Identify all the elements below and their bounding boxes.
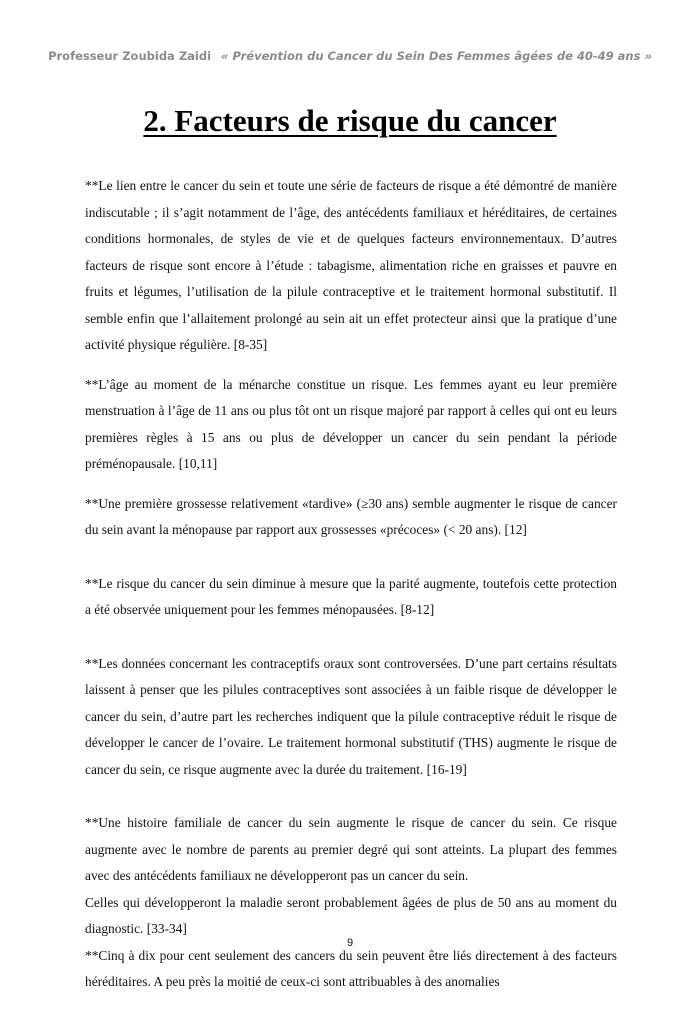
- section-title: 2. Facteurs de risque du cancer: [143, 103, 557, 138]
- header-title: « Prévention du Cancer du Sein Des Femmes âgées de 40-49 ans »: [221, 49, 652, 63]
- running-header: [0, 49, 700, 63]
- page-number: 9: [346, 937, 354, 949]
- paragraph-contraceptives: **Les données concernant les contraceptifs oraux sont controversées. D’une part certains résultats laissent à penser que les pilules contraceptives sont associées à un faible risque de développer le cancer du sein, d’autre part les recherches indiquent que la pilule contraceptive réduit le risque de développer le cancer de l’ovaire. Le traitement hormonal substitutif (THS) augmente le risque de cancer du sein, ce risque augmente avec la durée du traitement. [16-19]: [85, 655, 617, 777]
- paragraph-family-history: **Une histoire familiale de cancer du sein augmente le risque de cancer du sein. Ce risque augmente avec le nombre de parents au premier degré qui sont atteints. La plupart des femmes avec des antécédents familiaux ne développeront pas un cancer du sein.: [85, 815, 617, 883]
- paragraph-parity: **Le risque du cancer du sein diminue à mesure que la parité augmente, toutefois cette protection a été observée uniquement pour les femmes ménopausées. [8-12]: [85, 575, 617, 617]
- paragraph-menarche: **L’âge au moment de la ménarche constitue un risque. Les femmes ayant eu leur première menstruation à l’âge de 11 ans ou plus tôt ont un risque majoré par rapport à celles qui ont eu leurs premières règles à 15 ans ou plus de développer un cancer du sein pendant la période préménopausale. [10,11]: [85, 376, 617, 471]
- paragraph-risk-factors: **Le lien entre le cancer du sein et toute une série de facteurs de risque a été démontré de manière indiscutable ; il s’agit notamment de l’âge, des antécédents familiaux et héréditaires, de certaines conditions hormonales, de styles de vie et de quelques facteurs environnementaux. D’autres facteurs de risque sont encore à l’étude : tabagisme, alimentation riche en graisses et pauvre en fruits et légumes, l’utilisation de la pilule contraceptive et le traitement hormonal substitutif. Il semble enfin que l’allaitement prolongé au sein ait un effet protecteur ainsi que la pratique d’une activité physique régulière. [8-35]: [85, 178, 617, 352]
- paragraph-hereditary: **Cinq à dix pour cent seulement des cancers du sein peuvent être liés directement à des facteurs héréditaires. A peu près la moitié de ceux-ci sont attribuables à des anomalies: [85, 947, 617, 989]
- paragraph-late-pregnancy: **Une première grossesse relativement «tardive» (≥30 ans) semble augmenter le risque de cancer du sein avant la ménopause par rapport aux grossesses «précoces» (< 20 ans). [12]: [85, 495, 617, 537]
- body-text: [85, 173, 617, 996]
- header-author: Professeur Zoubida Zaidi: [48, 49, 212, 63]
- paragraph-diagnosis-age: Celles qui développeront la maladie seront probablement âgées de plus de 50 ans au moment du diagnostic. [33-34]: [85, 894, 617, 936]
